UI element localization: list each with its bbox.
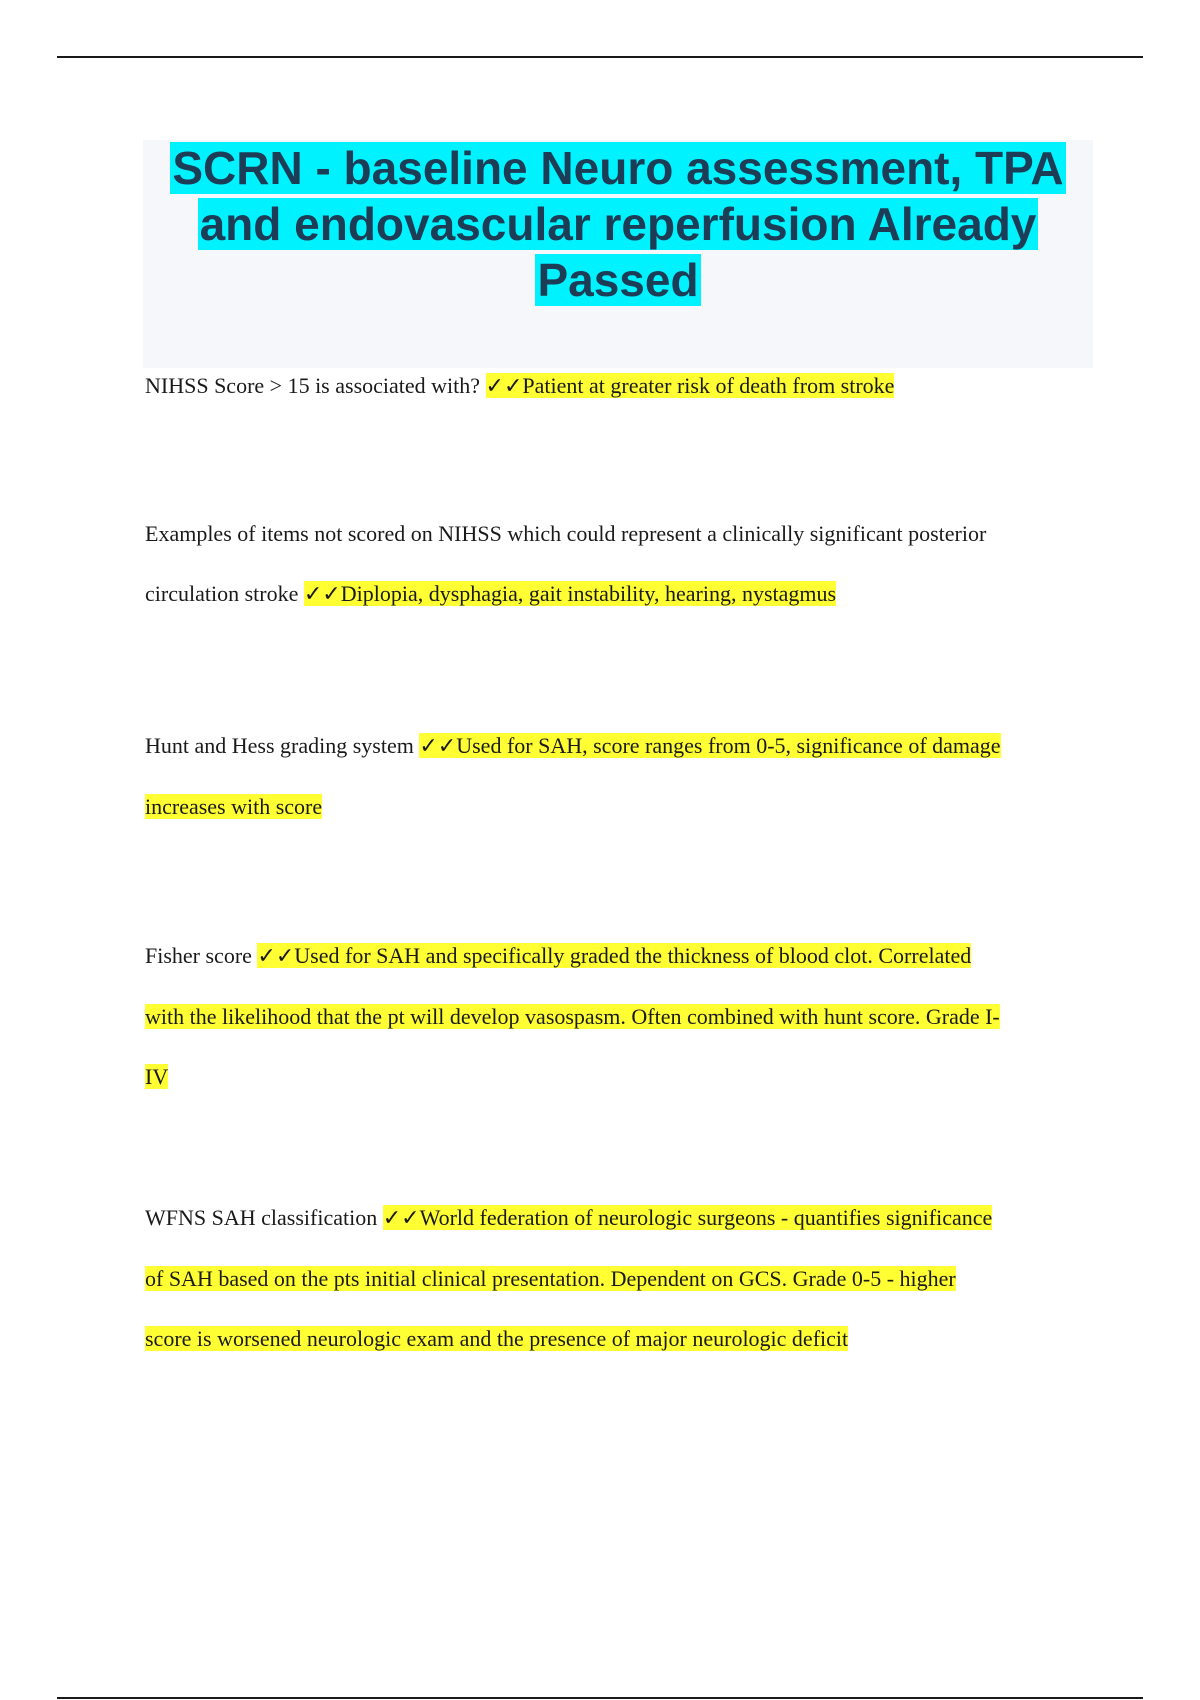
qa-item-posterior-circulation [145, 504, 1095, 625]
answer-text: World federation of neurologic surgeons - quantifies significance [419, 1205, 993, 1230]
question-text: Hunt and Hess grading system [145, 733, 414, 758]
qa-item-hunt-hess [145, 716, 1095, 837]
qa-item-fisher-score [145, 926, 1095, 1107]
check-icon: ✓✓ [485, 374, 523, 399]
question-text: NIHSS Score > 15 is associated with? [145, 373, 481, 398]
answer-text: IV [145, 1064, 169, 1089]
bottom-rule [57, 1697, 1143, 1699]
answer-text: score is worsened neurologic exam and the presence of major neurologic deficit [145, 1326, 849, 1351]
question-text: Fisher score [145, 943, 252, 968]
question-text: WFNS SAH classification [145, 1205, 378, 1230]
title-line-2: and endovascular reperfusion Already [199, 198, 1037, 250]
title-line-3: Passed [537, 254, 699, 306]
title-line-1: SCRN - baseline Neuro assessment, TPA [172, 142, 1064, 194]
answer-text: increases with score [145, 794, 323, 819]
question-text: Examples of items not scored on NIHSS which could represent a clinically significant posterior [145, 521, 987, 546]
answer-text: Patient at greater risk of death from stroke [522, 373, 895, 398]
document-title [143, 140, 1093, 368]
check-icon: ✓✓ [303, 582, 341, 607]
question-text: circulation stroke [145, 581, 299, 606]
answer-text: Used for SAH and specifically graded the thickness of blood clot. Correlated [294, 943, 972, 968]
answer-text: of SAH based on the pts initial clinical presentation. Dependent on GCS. Grade 0-5 - higher [145, 1266, 956, 1291]
answer-text: Diplopia, dysphagia, gait instability, hearing, nystagmus [340, 581, 837, 606]
answer-text: with the likelihood that the pt will develop vasospasm. Often combined with hunt score. Grade I- [145, 1004, 1000, 1029]
check-icon: ✓✓ [382, 1206, 420, 1231]
answer-text: Used for SAH, score ranges from 0-5, significance of damage [456, 733, 1001, 758]
qa-item-nihss-score [145, 356, 1095, 417]
top-rule [57, 56, 1143, 58]
check-icon: ✓✓ [419, 734, 457, 759]
qa-item-wfns [145, 1188, 1095, 1369]
check-icon: ✓✓ [257, 944, 295, 969]
